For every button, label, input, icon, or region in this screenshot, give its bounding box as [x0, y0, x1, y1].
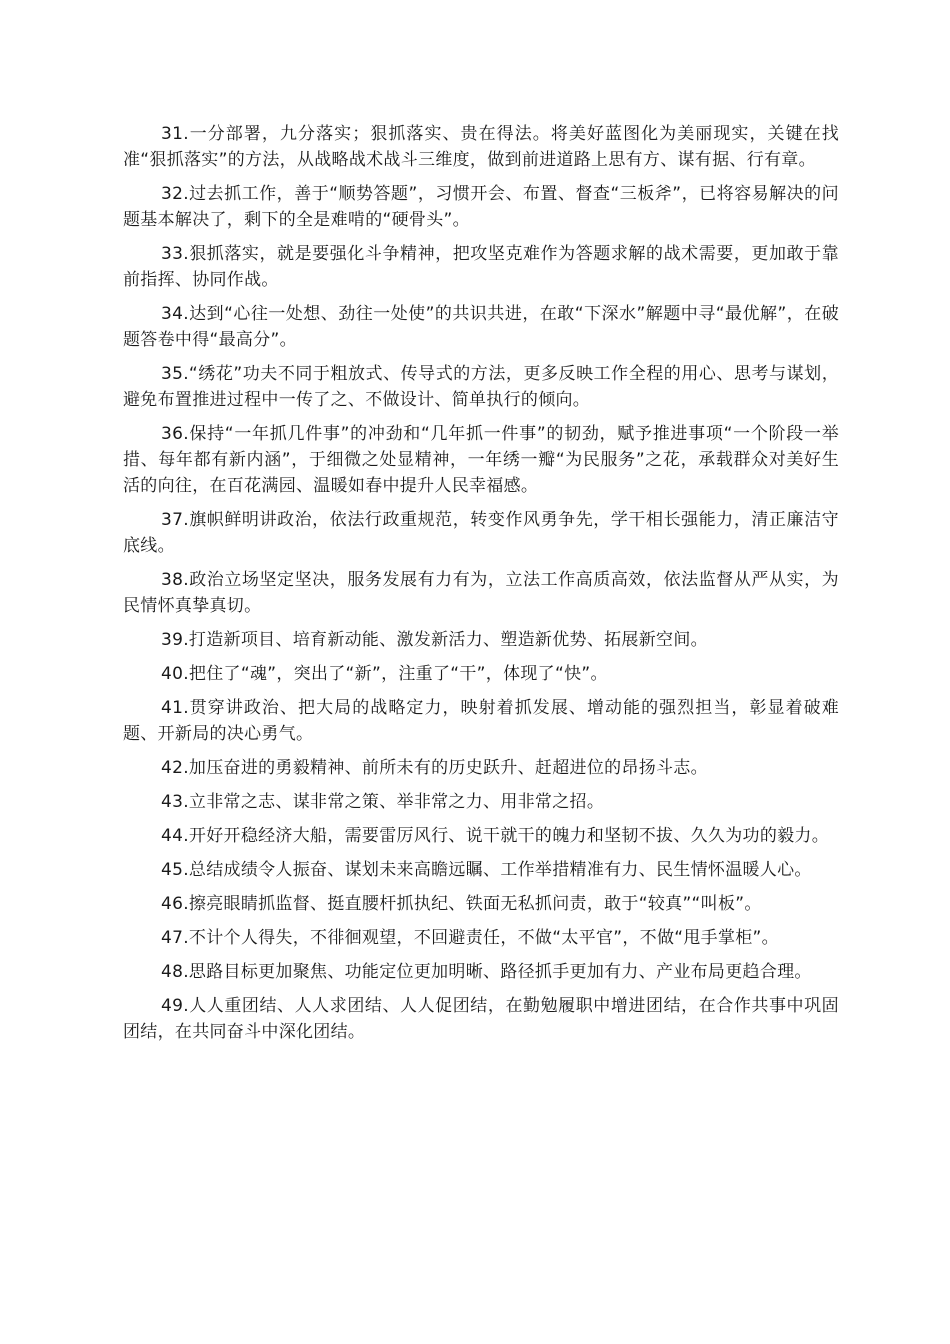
paragraph-46: 46.擦亮眼睛抓监督、挺直腰杆抓执纪、铁面无私抓问责，敢于“较真”“叫板”。	[161, 894, 762, 914]
paragraph-36: 36.保持“一年抓几件事”的冲劲和“几年抓一件事”的韧劲，赋予推进事项“一个阶段一举措、每年都有新内涵”，于细微之处显精神，一年绣一瓣“为民服务”之花，承载群众对美好生活的向往，在百花满园、温暖如春中提升人民幸福感。	[123, 424, 839, 496]
paragraph-32: 32.过去抓工作，善于“顺势答题”，习惯开会、布置、督查“三板斧”，已将容易解决的问题基本解决了，剩下的全是难啃的“硬骨头”。	[123, 184, 839, 230]
paragraph-47: 47.不计个人得失，不徘徊观望，不回避责任，不做“太平官”，不做“甩手掌柜”。	[161, 928, 779, 948]
paragraph-40: 40.把住了“魂”，突出了“新”，注重了“干”，体现了“快”。	[161, 664, 608, 684]
paragraph-42: 42.加压奋进的勇毅精神、前所未有的历史跃升、赶超进位的昂扬斗志。	[161, 758, 708, 778]
paragraph-48: 48.思路目标更加聚焦、功能定位更加明晰、路径抓手更加有力、产业布局更趋合理。	[161, 962, 812, 982]
paragraph-43: 43.立非常之志、谋非常之策、举非常之力、用非常之招。	[161, 792, 605, 812]
paragraph-34: 34.达到“心往一处想、劲往一处使”的共识共进，在敢“下深水”解题中寻“最优解”，在破题答卷中得“最高分”。	[123, 304, 839, 350]
paragraph-35: 35.“绣花”功夫不同于粗放式、传导式的方法，更多反映工作全程的用心、思考与谋划，避免布置推进过程中一传了之、不做设计、简单执行的倾向。	[123, 364, 839, 410]
paragraph-33: 33.狠抓落实，就是要强化斗争精神，把攻坚克难作为答题求解的战术需要，更加敢于靠前指挥、协同作战。	[123, 244, 839, 290]
paragraph-39: 39.打造新项目、培育新动能、激发新活力、塑造新优势、拓展新空间。	[161, 630, 708, 650]
paragraph-45: 45.总结成绩令人振奋、谋划未来高瞻远瞩、工作举措精准有力、民生情怀温暖人心。	[161, 860, 812, 880]
paragraph-41: 41.贯穿讲政治、把大局的战略定力，映射着抓发展、增动能的强烈担当，彰显着破难题、开新局的决心勇气。	[123, 698, 839, 744]
document-body	[123, 121, 839, 1053]
paragraph-38: 38.政治立场坚定坚决，服务发展有力有为，立法工作高质高效，依法监督从严从实，为民情怀真挚真切。	[123, 570, 839, 616]
paragraph-37: 37.旗帜鲜明讲政治，依法行政重规范，转变作风勇争先，学干相长强能力，清正廉洁守底线。	[123, 510, 839, 556]
paragraph-49: 49.人人重团结、人人求团结、人人促团结，在勤勉履职中增进团结，在合作共事中巩固团结，在共同奋斗中深化团结。	[123, 996, 839, 1042]
paragraph-31: 31.一分部署，九分落实；狠抓落实、贵在得法。将美好蓝图化为美丽现实，关键在找准“狠抓落实”的方法，从战略战术战斗三维度，做到前进道路上思有方、谋有据、行有章。	[123, 124, 839, 170]
paragraph-44: 44.开好开稳经济大船，需要雷厉风行、说干就干的魄力和坚韧不拔、久久为功的毅力。	[161, 826, 830, 846]
